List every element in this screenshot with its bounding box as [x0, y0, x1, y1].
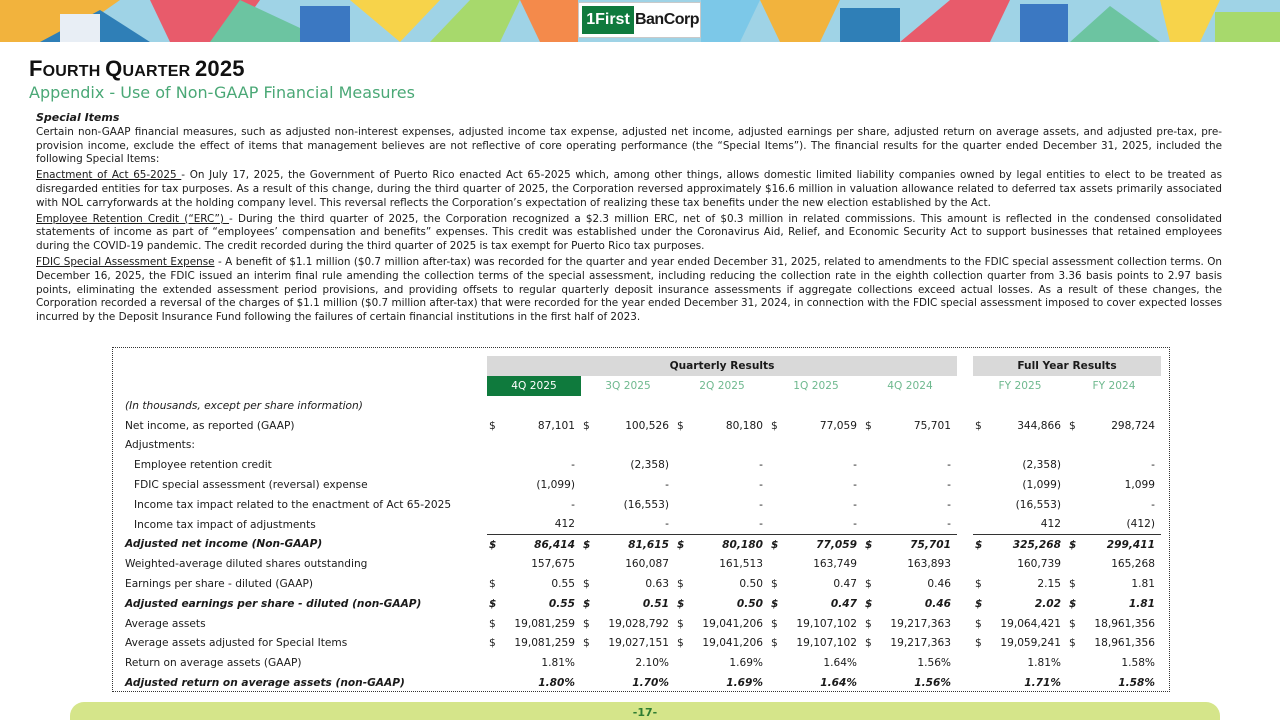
- currency-symbol: $: [771, 578, 778, 591]
- value-cell: 2.02: [1034, 597, 1061, 610]
- table-row: [121, 554, 1161, 574]
- value-cell: 1.56%: [917, 657, 951, 670]
- row-label: Income tax impact related to the enactment of Act 65-2025: [134, 498, 452, 511]
- table-row: [121, 515, 1161, 535]
- currency-symbol: $: [975, 637, 982, 650]
- currency-symbol: [487, 673, 501, 693]
- value-cell: [501, 436, 581, 456]
- currency-symbol: [769, 455, 783, 475]
- value-cell: 18,961,356: [1094, 617, 1155, 630]
- value-cell: 1.70%: [632, 677, 669, 690]
- value-cell: 77,059: [819, 419, 857, 432]
- value-cell: [689, 436, 769, 456]
- currency-symbol: $: [489, 617, 496, 630]
- value-cell: 299,411: [1081, 535, 1161, 555]
- row-label: Adjusted earnings per share - diluted (non-GAAP): [125, 597, 422, 610]
- value-cell: -: [571, 498, 575, 511]
- value-cell: 165,268: [1111, 558, 1155, 571]
- currency-symbol: [675, 495, 689, 515]
- currency-symbol: [1067, 475, 1081, 495]
- currency-symbol: $: [489, 419, 496, 432]
- currency-symbol: [769, 673, 783, 693]
- value-cell: 19,064,421: [1000, 617, 1061, 630]
- value-cell: -: [947, 479, 951, 492]
- value-cell: [783, 436, 863, 456]
- currency-symbol: [675, 436, 689, 456]
- table-row: [121, 535, 1161, 555]
- special-item-erc: Employee Retention Credit (“ERC”) - During the third quarter of 2025, the Corporation recognized a $2.3 million ERC, net of $0.3 million in related commissions. This amount is reflected in the condensed consolidated statements of income as part of “employees’ compensation and benefits” expenses. This credit was established under the Coronavirus Aid, Relief, and Economic Security Act to support businesses that retained employees during the COVID-19 pandemic. The credit recorded during the third quarter of 2025 is tax exempt for Puerto Rico tax purposes.: [36, 212, 1222, 253]
- value-cell: 18,961,356: [1094, 637, 1155, 650]
- currency-symbol: [675, 554, 689, 574]
- currency-symbol: [769, 515, 783, 535]
- value-cell: 161,513: [719, 558, 763, 571]
- currency-symbol: $: [489, 578, 496, 591]
- currency-symbol: $: [487, 535, 501, 555]
- value-cell: 19,059,241: [1000, 637, 1061, 650]
- row-label: Net income, as reported (GAAP): [125, 419, 295, 432]
- currency-symbol: [769, 653, 783, 673]
- currency-symbol: [863, 436, 877, 456]
- currency-symbol: [973, 515, 987, 535]
- special-item-fdic: FDIC Special Assessment Expense - A benefit of $1.1 million ($0.7 million after-tax) was recorded for the quarter and year ended December 31, 2025, related to amendments to the FDIC special assessment collection terms. On December 16, 2025, the FDIC issued an interim final rule amending the collection terms of the special assessment, including reducing the collection rate in the eighth collection quarter from 3.36 basis points to 2.97 basis points, eliminating the extended assessment period provisions, and providing offsets to regular quarterly deposit insurance assessments if aggregate collections exceed actual losses. As a result of these changes, the Corporation recorded a reversal of the charges of $1.1 million ($0.7 million after-tax) that were recorded for the year ended December 31, 2024, in connection with the FDIC special assessment imposed to cover expected losses incurred by the Deposit Insurance Fund following the failures of certain financial institutions in the first half of 2023.: [36, 255, 1222, 324]
- currency-symbol: [973, 436, 987, 456]
- value-cell: (1,099): [536, 479, 575, 492]
- col-header-1q2025: 1Q 2025: [793, 380, 839, 392]
- value-cell: 1,099: [1124, 479, 1155, 492]
- currency-symbol: $: [769, 535, 783, 555]
- value-cell: 0.55: [551, 578, 575, 591]
- value-cell: 0.47: [833, 578, 857, 591]
- currency-symbol: [675, 475, 689, 495]
- currency-symbol: [973, 673, 987, 693]
- value-cell: 1.58%: [1118, 677, 1155, 690]
- currency-symbol: [1067, 673, 1081, 693]
- value-cell: 344,866: [1017, 419, 1061, 432]
- currency-symbol: $: [583, 637, 590, 650]
- currency-symbol: [973, 653, 987, 673]
- value-cell: 19,027,151: [608, 637, 669, 650]
- currency-symbol: $: [1069, 597, 1077, 610]
- value-cell: 1.71%: [1024, 677, 1061, 690]
- currency-symbol: $: [677, 578, 684, 591]
- value-cell: 1.81: [1131, 578, 1155, 591]
- group-quarterly-results: Quarterly Results: [487, 356, 957, 376]
- row-label: Average assets adjusted for Special Items: [125, 637, 348, 650]
- value-cell: 1.81: [1128, 597, 1155, 610]
- currency-symbol: $: [583, 419, 590, 432]
- value-cell: -: [1151, 459, 1155, 472]
- currency-symbol: $: [677, 637, 684, 650]
- col-header-fy2024: FY 2024: [1092, 380, 1136, 392]
- value-cell: 0.50: [736, 597, 763, 610]
- currency-symbol: $: [865, 637, 872, 650]
- col-header-3q2025: 3Q 2025: [605, 380, 651, 392]
- currency-symbol: [863, 673, 877, 693]
- header-banner: [0, 0, 1280, 42]
- currency-symbol: $: [865, 419, 872, 432]
- row-label: Adjustments:: [125, 439, 195, 452]
- value-cell: (16,553): [1015, 498, 1061, 511]
- currency-symbol: [581, 673, 595, 693]
- currency-symbol: [863, 475, 877, 495]
- currency-symbol: $: [975, 578, 982, 591]
- currency-symbol: $: [583, 597, 591, 610]
- currency-symbol: $: [583, 578, 590, 591]
- value-cell: -: [665, 518, 669, 531]
- currency-symbol: [581, 495, 595, 515]
- non-gaap-table-frame: [112, 347, 1170, 692]
- value-cell: -: [853, 479, 857, 492]
- value-cell: 298,724: [1111, 419, 1155, 432]
- value-cell: [1081, 436, 1161, 456]
- currency-symbol: $: [771, 637, 778, 650]
- value-cell: 2.10%: [635, 657, 669, 670]
- row-label: Adjusted net income (Non-GAAP): [125, 538, 323, 551]
- value-cell: 75,701: [877, 535, 957, 555]
- value-cell: 163,893: [907, 558, 951, 571]
- company-logo: [578, 2, 701, 38]
- group-full-year-results: Full Year Results: [973, 356, 1161, 376]
- value-cell: 19,107,102: [796, 617, 857, 630]
- table-row: [121, 634, 1161, 654]
- value-cell: -: [853, 518, 857, 531]
- value-cell: 87,101: [537, 419, 575, 432]
- value-cell: 0.46: [927, 578, 951, 591]
- value-cell: 19,217,363: [890, 617, 951, 630]
- value-cell: -: [947, 518, 951, 531]
- value-cell: (16,553): [623, 498, 669, 511]
- value-cell: 80,180: [725, 419, 763, 432]
- row-label: Income tax impact of adjustments: [134, 518, 316, 531]
- currency-symbol: $: [677, 617, 684, 630]
- currency-symbol: [863, 515, 877, 535]
- currency-symbol: [581, 475, 595, 495]
- currency-symbol: [581, 455, 595, 475]
- table-row: [121, 495, 1161, 515]
- currency-symbol: [1067, 515, 1081, 535]
- table-row: [121, 436, 1161, 456]
- value-cell: [877, 436, 957, 456]
- currency-symbol: $: [865, 597, 873, 610]
- currency-symbol: [973, 475, 987, 495]
- currency-symbol: [769, 495, 783, 515]
- currency-symbol: [487, 554, 501, 574]
- currency-symbol: $: [1067, 535, 1081, 555]
- col-header-4q2025: 4Q 2025: [487, 376, 581, 396]
- currency-symbol: $: [1069, 419, 1076, 432]
- special-items-intro: Certain non-GAAP financial measures, such as adjusted non-interest expenses, adjusted income tax expense, adjusted net income, adjusted earnings per share, adjusted return on average assets, and adjusted pre-tax, pre-provision income, exclude the effect of items that management believes are not reflective of core operating performance (the “Special Items”). The financial results for the quarter ended December 31, 2025, included the following Special Items:: [36, 125, 1222, 166]
- non-gaap-reconciliation-table: [121, 356, 1161, 693]
- value-cell: 163,749: [813, 558, 857, 571]
- value-cell: 0.51: [642, 597, 669, 610]
- table-row: [121, 416, 1161, 436]
- value-cell: 1.69%: [726, 677, 763, 690]
- table-row: [121, 475, 1161, 495]
- row-label: Employee retention credit: [134, 459, 272, 472]
- page-footer: [70, 702, 1220, 720]
- value-cell: 19,217,363: [890, 637, 951, 650]
- table-row: [121, 653, 1161, 673]
- table-row: [121, 574, 1161, 594]
- currency-symbol: [581, 554, 595, 574]
- currency-symbol: $: [771, 419, 778, 432]
- table-column-header-row: [121, 376, 1161, 396]
- special-items-heading: Special Items: [36, 111, 120, 124]
- value-cell: 1.58%: [1121, 657, 1155, 670]
- currency-symbol: $: [1069, 637, 1076, 650]
- row-label: FDIC special assessment (reversal) expense: [134, 479, 368, 492]
- value-cell: 0.55: [548, 597, 575, 610]
- currency-symbol: $: [1069, 617, 1076, 630]
- value-cell: (1,099): [1022, 479, 1061, 492]
- table-group-header-row: [121, 356, 1161, 376]
- value-cell: -: [853, 498, 857, 511]
- currency-symbol: [1067, 495, 1081, 515]
- currency-symbol: $: [865, 617, 872, 630]
- value-cell: 1.64%: [823, 657, 857, 670]
- value-cell: 19,081,259: [514, 617, 575, 630]
- value-cell: (2,358): [1022, 459, 1061, 472]
- currency-symbol: [769, 554, 783, 574]
- currency-symbol: [675, 673, 689, 693]
- currency-symbol: [487, 455, 501, 475]
- value-cell: 160,087: [625, 558, 669, 571]
- logo-mark: 1First: [582, 6, 634, 34]
- currency-symbol: $: [771, 617, 778, 630]
- value-cell: 0.50: [739, 578, 763, 591]
- currency-symbol: $: [581, 535, 595, 555]
- value-cell: 81,615: [595, 535, 675, 555]
- currency-symbol: [973, 495, 987, 515]
- value-cell: 0.46: [924, 597, 951, 610]
- col-header-4q2024: 4Q 2024: [887, 380, 933, 392]
- value-cell: -: [759, 479, 763, 492]
- value-cell: -: [759, 498, 763, 511]
- value-cell: 19,028,792: [608, 617, 669, 630]
- value-cell: 160,739: [1017, 558, 1061, 571]
- special-items-section: [36, 111, 1222, 327]
- value-cell: 86,414: [501, 535, 581, 555]
- row-label: Adjusted return on average assets (non-GAAP): [125, 677, 405, 690]
- value-cell: 19,081,259: [514, 637, 575, 650]
- currency-symbol: [863, 495, 877, 515]
- currency-symbol: [863, 554, 877, 574]
- unit-note: (In thousands, except per share information): [125, 399, 363, 412]
- currency-symbol: $: [1069, 578, 1076, 591]
- currency-symbol: [973, 554, 987, 574]
- value-cell: 412: [1040, 518, 1061, 531]
- currency-symbol: $: [975, 597, 983, 610]
- value-cell: 0.47: [830, 597, 857, 610]
- currency-symbol: [675, 515, 689, 535]
- table-row: [121, 673, 1161, 693]
- value-cell: -: [759, 518, 763, 531]
- currency-symbol: $: [489, 637, 496, 650]
- value-cell: 2.15: [1037, 578, 1061, 591]
- currency-symbol: [487, 436, 501, 456]
- currency-symbol: $: [863, 535, 877, 555]
- value-cell: 157,675: [531, 558, 575, 571]
- currency-symbol: $: [677, 419, 684, 432]
- value-cell: 75,701: [913, 419, 951, 432]
- value-cell: 19,041,206: [702, 617, 763, 630]
- value-cell: -: [947, 459, 951, 472]
- currency-symbol: $: [975, 617, 982, 630]
- currency-symbol: [581, 515, 595, 535]
- value-cell: 1.56%: [914, 677, 951, 690]
- currency-symbol: $: [771, 597, 779, 610]
- row-label: Average assets: [125, 617, 206, 630]
- currency-symbol: $: [583, 617, 590, 630]
- value-cell: 412: [554, 518, 575, 531]
- value-cell: 19,041,206: [702, 637, 763, 650]
- value-cell: -: [853, 459, 857, 472]
- currency-symbol: $: [489, 597, 497, 610]
- page-subtitle: Appendix - Use of Non-GAAP Financial Measures: [29, 83, 415, 102]
- value-cell: 1.81%: [541, 657, 575, 670]
- value-cell: -: [947, 498, 951, 511]
- value-cell: -: [759, 459, 763, 472]
- currency-symbol: [487, 653, 501, 673]
- table-row: [121, 614, 1161, 634]
- col-header-fy2025: FY 2025: [998, 380, 1042, 392]
- currency-symbol: [675, 455, 689, 475]
- currency-symbol: [863, 653, 877, 673]
- currency-symbol: [487, 515, 501, 535]
- currency-symbol: [675, 653, 689, 673]
- currency-symbol: [1067, 455, 1081, 475]
- currency-symbol: [769, 436, 783, 456]
- col-header-2q2025: 2Q 2025: [699, 380, 745, 392]
- value-cell: 77,059: [783, 535, 863, 555]
- table-row: [121, 594, 1161, 614]
- special-item-act65: Enactment of Act 65-2025 - On July 17, 2025, the Government of Puerto Rico enacted Act 65-2025 which, among other things, allows domestic limited liability companies owned by legal entities to elect to be treated as disregarded entities for tax purposes. As a result of this change, during the third quarter of 2025, the Corporation reversed approximately $16.6 million in valuation allowance related to deferred tax assets primarily associated with NOL carryforwards at the holding company level. This reversal reflects the Corporation’s expectation of realizing these tax benefits under the new election established by the Act.: [36, 169, 1222, 209]
- currency-symbol: $: [677, 597, 685, 610]
- currency-symbol: $: [675, 535, 689, 555]
- currency-symbol: [1067, 554, 1081, 574]
- page-title: FOURTH QUARTER 2025: [29, 56, 245, 81]
- page-number: -17-: [632, 706, 658, 719]
- currency-symbol: $: [975, 419, 982, 432]
- table-row: [121, 455, 1161, 475]
- currency-symbol: [769, 475, 783, 495]
- value-cell: 1.69%: [729, 657, 763, 670]
- value-cell: -: [1151, 498, 1155, 511]
- value-cell: [595, 436, 675, 456]
- value-cell: [987, 436, 1067, 456]
- currency-symbol: [581, 436, 595, 456]
- value-cell: 100,526: [625, 419, 669, 432]
- currency-symbol: [1067, 653, 1081, 673]
- value-cell: 19,107,102: [796, 637, 857, 650]
- currency-symbol: [487, 475, 501, 495]
- row-label: Earnings per share - diluted (GAAP): [125, 578, 313, 591]
- value-cell: (2,358): [630, 459, 669, 472]
- value-cell: (412): [1126, 518, 1155, 531]
- currency-symbol: [581, 653, 595, 673]
- logo-name: BanCorp: [634, 11, 700, 28]
- value-cell: -: [665, 479, 669, 492]
- currency-symbol: $: [973, 535, 987, 555]
- value-cell: 1.64%: [820, 677, 857, 690]
- value-cell: 325,268: [987, 535, 1067, 555]
- currency-symbol: [863, 455, 877, 475]
- currency-symbol: [973, 455, 987, 475]
- value-cell: 1.81%: [1027, 657, 1061, 670]
- value-cell: -: [571, 459, 575, 472]
- unit-note-row: [121, 396, 1161, 416]
- value-cell: 80,180: [689, 535, 769, 555]
- value-cell: 1.80%: [538, 677, 575, 690]
- currency-symbol: [487, 495, 501, 515]
- currency-symbol: $: [865, 578, 872, 591]
- currency-symbol: [1067, 436, 1081, 456]
- row-label: Return on average assets (GAAP): [125, 657, 302, 670]
- row-label: Weighted-average diluted shares outstanding: [125, 558, 368, 571]
- value-cell: 0.63: [645, 578, 669, 591]
